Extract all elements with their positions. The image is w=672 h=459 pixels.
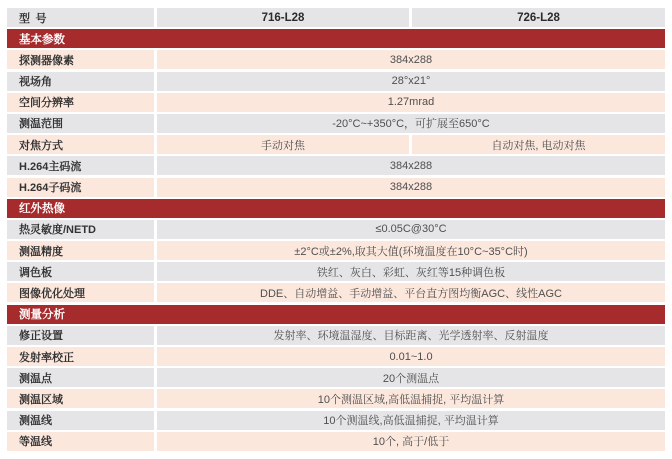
section-header-measurement-analysis: 测量分析 (7, 305, 665, 324)
table-row (7, 114, 665, 133)
table-row (7, 72, 665, 91)
row-label: 测温范围 (7, 114, 154, 133)
row-label: 测温点 (7, 368, 154, 387)
row-value: -20°C~+350°C，可扩展至650°C (157, 114, 665, 133)
row-label: 测温精度 (7, 241, 154, 260)
table-row (7, 432, 665, 451)
model-header-label: 型 号 (7, 8, 154, 27)
section-header-thermal-imaging: 红外热像 (7, 199, 665, 218)
table-row (7, 389, 665, 408)
row-label: H.264主码流 (7, 156, 154, 175)
row-label: 对焦方式 (7, 135, 154, 154)
table-row (7, 326, 665, 345)
row-value: 384x288 (157, 156, 665, 175)
table-row (7, 241, 665, 260)
row-value: 铁红、灰白、彩虹、灰红等15种调色板 (157, 262, 665, 281)
row-value: 1.27mrad (157, 93, 665, 112)
section-header-basic-params: 基本参数 (7, 29, 665, 48)
row-value: 10个测温区域,高低温捕捉, 平均温计算 (157, 389, 665, 408)
model-716-header: 716-L28 (157, 8, 409, 27)
row-label: 调色板 (7, 262, 154, 281)
row-label: H.264子码流 (7, 178, 154, 197)
row-value: ≤0.05C@30°C (157, 220, 665, 239)
row-value: DDE、自动增益、手动增益、平台直方图均衡AGC、线性AGC (157, 283, 665, 302)
row-value: 384x288 (157, 178, 665, 197)
row-value: 发射率、环境温湿度、目标距离、光学透射率、反射温度 (157, 326, 665, 345)
table-row (7, 347, 665, 366)
row-label: 视场角 (7, 72, 154, 91)
row-value: ±2°C或±2%,取其大值(环境温度在10°C~35°C时) (157, 241, 665, 260)
row-label: 图像优化处理 (7, 283, 154, 302)
row-label: 等温线 (7, 432, 154, 451)
table-row (7, 368, 665, 387)
row-value: 0.01~1.0 (157, 347, 665, 366)
row-value: 10个, 高于/低于 (157, 432, 665, 451)
table-row (7, 50, 665, 69)
table-row (7, 156, 665, 175)
table-row (7, 220, 665, 239)
row-label: 测温区域 (7, 389, 154, 408)
table-row (7, 178, 665, 197)
table-header-row (7, 8, 665, 27)
row-value: 384x288 (157, 50, 665, 69)
row-value: 20个测温点 (157, 368, 665, 387)
table-row (7, 262, 665, 281)
row-value-726: 自动对焦, 电动对焦 (412, 135, 665, 154)
row-value: 28°x21° (157, 72, 665, 91)
row-label: 热灵敏度/NETD (7, 220, 154, 239)
spec-table (7, 8, 665, 453)
row-label: 测温线 (7, 411, 154, 430)
row-label: 发射率校正 (7, 347, 154, 366)
table-row (7, 93, 665, 112)
table-row (7, 411, 665, 430)
row-label: 修正设置 (7, 326, 154, 345)
row-label: 探测器像素 (7, 50, 154, 69)
table-row (7, 283, 665, 302)
model-726-header: 726-L28 (412, 8, 665, 27)
row-value: 10个测温线,高低温捕捉, 平均温计算 (157, 411, 665, 430)
table-row-focus-mode (7, 135, 665, 154)
row-label: 空间分辨率 (7, 93, 154, 112)
row-value-716: 手动对焦 (157, 135, 409, 154)
